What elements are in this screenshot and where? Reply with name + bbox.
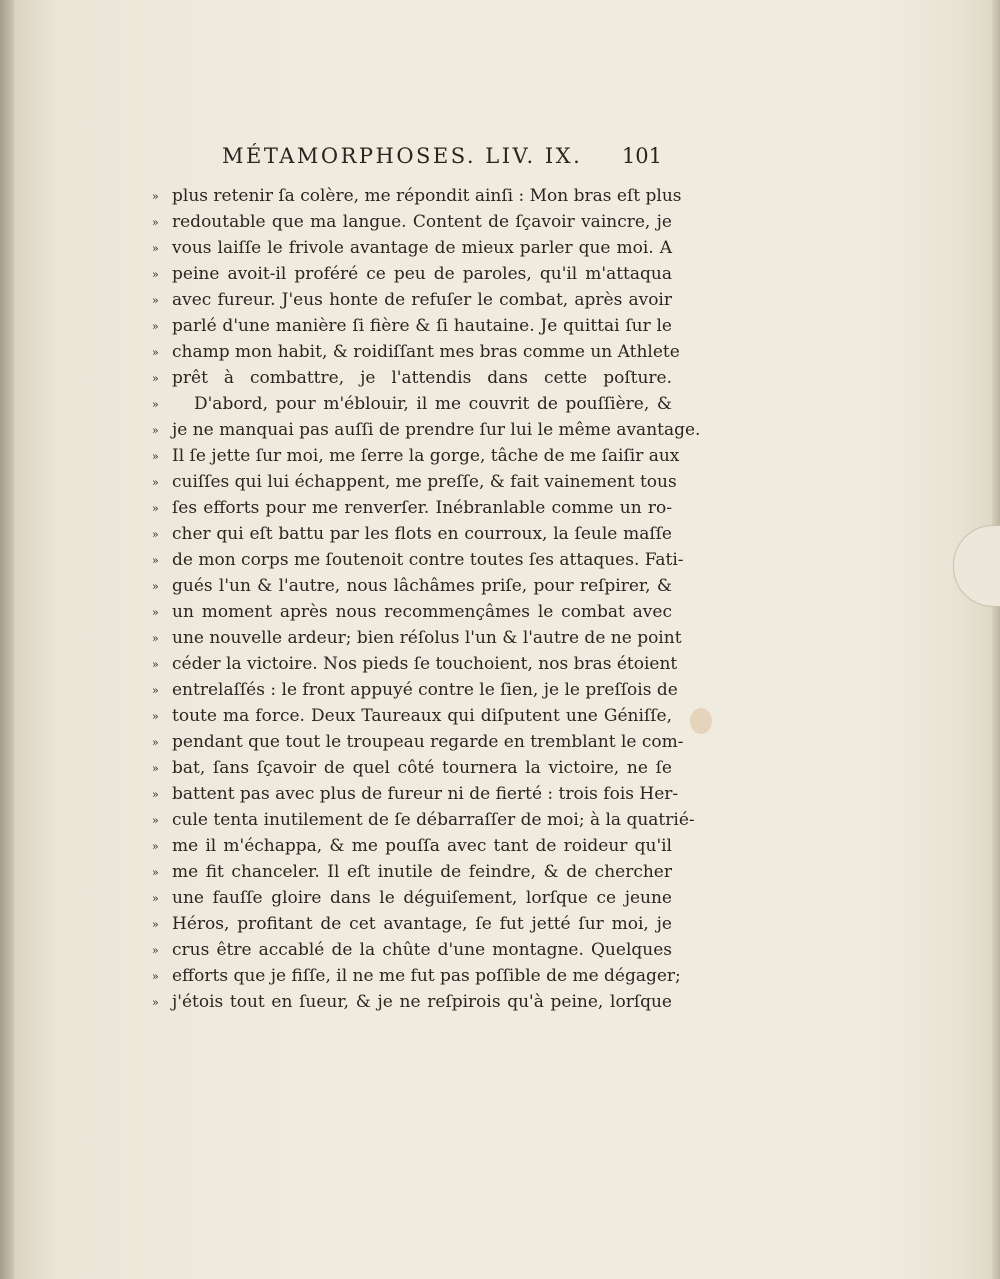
quotation-mark: » (152, 970, 159, 983)
binding-shadow (0, 0, 14, 1279)
quotation-mark: » (152, 528, 159, 541)
quotation-mark: » (152, 996, 159, 1009)
line-text: ſes efforts pour me renverſer. Inébranlable comme un ro- (172, 498, 672, 518)
text-line (152, 651, 678, 677)
quotation-mark: » (152, 710, 159, 723)
text-line (152, 729, 684, 755)
line-text: battent pas avec plus de fureur ni de fierté : trois fois Her- (172, 784, 679, 804)
text-line (152, 573, 672, 599)
quotation-mark: » (152, 866, 159, 879)
body-text (152, 183, 701, 1015)
quotation-mark: » (152, 346, 159, 359)
line-text: plus retenir ſa colère, me répondit ainſi : Mon bras eſt plus (172, 186, 682, 206)
quotation-mark: » (152, 918, 159, 931)
text-line (152, 547, 684, 573)
line-text: je ne manquai pas auſſi de prendre ſur lui le même avantage. (172, 420, 701, 440)
page-tab (953, 525, 1000, 607)
line-text: j'étois tout en ſueur, & je ne reſpirois qu'à peine, lorſque (172, 992, 672, 1012)
quotation-mark: » (152, 554, 159, 567)
line-text: Il ſe jette ſur moi, me ſerre la gorge, tâche de me ſaiſir aux (172, 446, 680, 466)
line-text: prêt à combattre, je l'attendis dans cette poſture. (172, 368, 672, 388)
quotation-mark: » (152, 320, 159, 333)
text-line (152, 677, 678, 703)
text-line (152, 391, 672, 417)
line-text: toute ma force. Deux Taureaux qui diſputent une Géniſſe, (172, 706, 672, 726)
line-text: de mon corps me ſoutenoit contre toutes ſes attaques. Fati- (172, 550, 684, 570)
line-text: vous laiſſe le frivole avantage de mieux parler que moi. A (172, 238, 672, 258)
text-line (152, 859, 672, 885)
paper-stain (690, 708, 712, 734)
text-line (152, 807, 695, 833)
quotation-mark: » (152, 398, 159, 411)
quotation-mark: » (152, 788, 159, 801)
line-text: redoutable que ma langue. Content de ſçavoir vaincre, je (172, 212, 672, 232)
page-header (222, 144, 662, 180)
line-text: entrelaſſés : le front appuyé contre le ſien, je le preſſois de (172, 680, 678, 700)
running-head: MÉTAMORPHOSES. LIV. IX. (222, 144, 583, 168)
quotation-mark: » (152, 580, 159, 593)
quotation-mark: » (152, 190, 159, 203)
line-text: peine avoit-il proféré ce peu de paroles, qu'il m'attaqua (172, 264, 672, 284)
text-line (152, 469, 677, 495)
line-text: champ mon habit, & roidiſſant mes bras comme un Athlete (172, 342, 680, 362)
quotation-mark: » (152, 606, 159, 619)
text-line (152, 339, 680, 365)
line-text: cule tenta inutilement de ſe débarraſſer de moi; à la quatrié- (172, 810, 695, 830)
line-text: une fauſſe gloire dans le déguiſement, lorſque ce jeune (172, 888, 672, 908)
text-line (152, 885, 672, 911)
quotation-mark: » (152, 840, 159, 853)
quotation-mark: » (152, 476, 159, 489)
text-line (152, 937, 672, 963)
line-text: crus être accablé de la chûte d'une montagne. Quelques (172, 940, 672, 960)
line-text: me il m'échappa, & me pouſſa avec tant de roideur qu'il (172, 836, 672, 856)
quotation-mark: » (152, 632, 159, 645)
quotation-mark: » (152, 684, 159, 697)
text-line (152, 599, 672, 625)
text-line (152, 911, 672, 937)
quotation-mark: » (152, 294, 159, 307)
line-text: D'abord, pour m'éblouir, il me couvrit de pouſſière, & (194, 394, 672, 414)
quotation-mark: » (152, 658, 159, 671)
text-line (152, 261, 672, 287)
text-line (152, 287, 672, 313)
page-number: 101 (621, 144, 662, 168)
line-text: cuiſſes qui lui échappent, me preſſe, & fait vainement tous (172, 472, 677, 492)
text-line (152, 781, 679, 807)
quotation-mark: » (152, 762, 159, 775)
line-text: cher qui eſt battu par les flots en courroux, la ſeule maſſe (172, 524, 672, 544)
text-line (152, 365, 672, 391)
text-line (152, 443, 680, 469)
line-text: pendant que tout le troupeau regarde en tremblant le com- (172, 732, 684, 752)
text-line (152, 495, 672, 521)
line-text: bat, ſans ſçavoir de quel côté tournera la victoire, ne ſe (172, 758, 672, 778)
line-text: gués l'un & l'autre, nous lâchâmes priſe, pour reſpirer, & (172, 576, 672, 596)
quotation-mark: » (152, 502, 159, 515)
text-line (152, 625, 682, 651)
page-edge (992, 0, 1000, 1279)
text-line (152, 235, 672, 261)
text-line (152, 209, 672, 235)
text-line (152, 521, 672, 547)
text-line (152, 313, 672, 339)
text-line (152, 703, 672, 729)
quotation-mark: » (152, 216, 159, 229)
quotation-mark: » (152, 814, 159, 827)
quotation-mark: » (152, 268, 159, 281)
quotation-mark: » (152, 736, 159, 749)
quotation-mark: » (152, 450, 159, 463)
line-text: parlé d'une manière ſi fière & ſi hautaine. Je quittai ſur le (172, 316, 672, 336)
quotation-mark: » (152, 372, 159, 385)
quotation-mark: » (152, 242, 159, 255)
text-line (152, 755, 672, 781)
line-text: Héros, profitant de cet avantage, ſe fut jetté ſur moi, je (172, 914, 672, 934)
quotation-mark: » (152, 424, 159, 437)
text-line (152, 417, 701, 443)
line-text: avec fureur. J'eus honte de refuſer le combat, après avoir (172, 290, 672, 310)
text-line (152, 989, 672, 1015)
line-text: me fit chanceler. Il eſt inutile de feindre, & de chercher (172, 862, 672, 882)
text-line (152, 833, 672, 859)
text-line (152, 183, 682, 209)
quotation-mark: » (152, 944, 159, 957)
line-text: efforts que je fiſſe, il ne me fut pas poſſible de me dégager; (172, 966, 681, 986)
line-text: céder la victoire. Nos pieds ſe touchoient, nos bras étoient (172, 654, 678, 674)
line-text: une nouvelle ardeur; bien réſolus l'un & l'autre de ne point (172, 628, 682, 648)
quotation-mark: » (152, 892, 159, 905)
line-text: un moment après nous recommençâmes le combat avec (172, 602, 672, 622)
text-line (152, 963, 681, 989)
